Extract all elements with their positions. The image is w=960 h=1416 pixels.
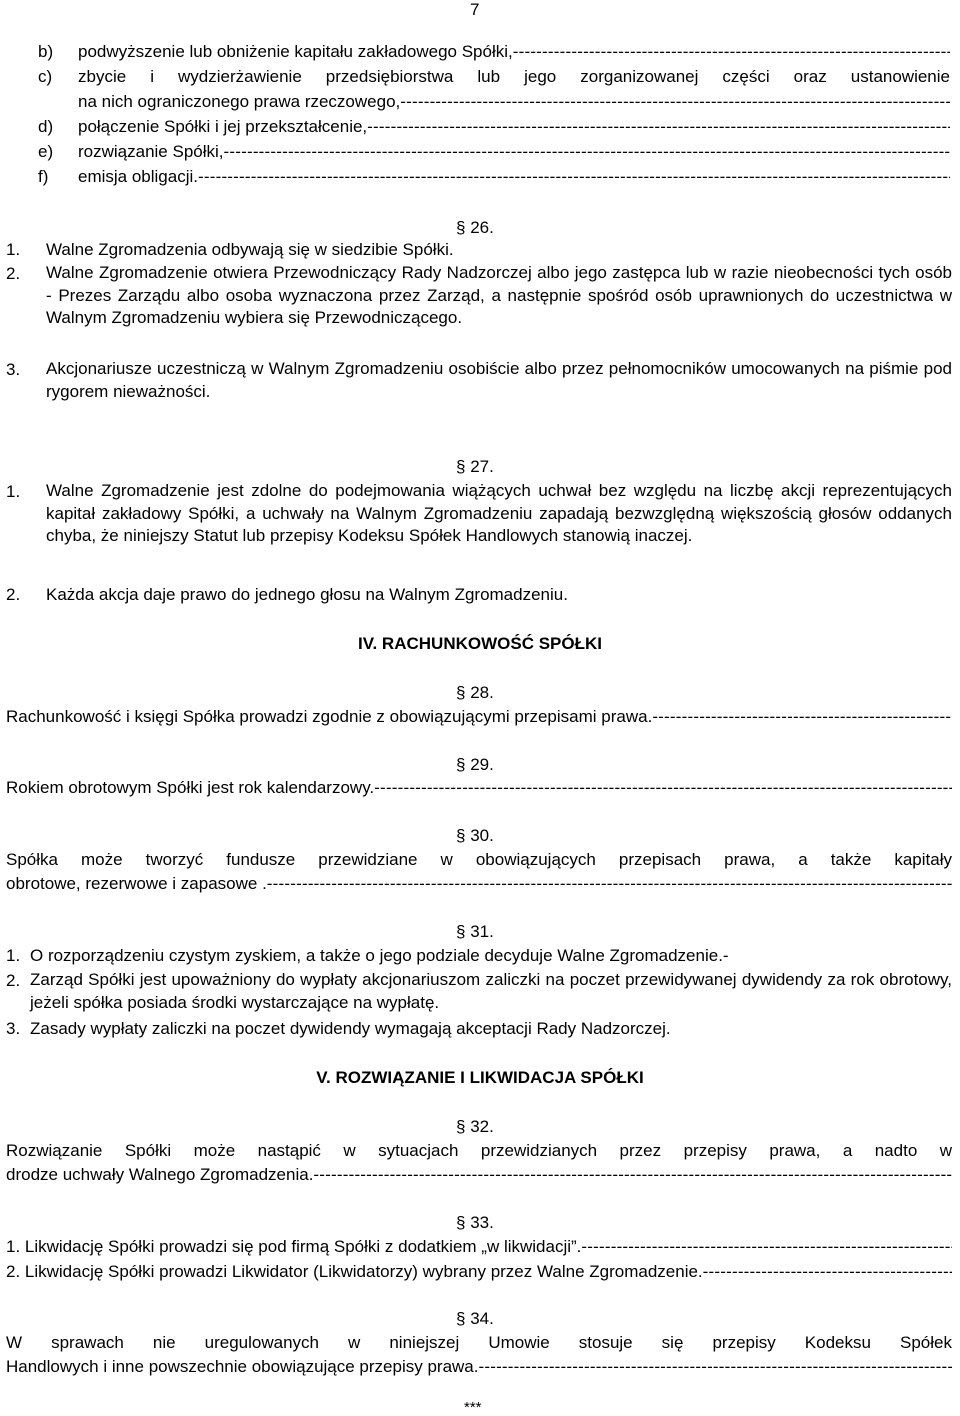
s27-p1-num: 1. [6,482,21,501]
list-label-f: f) [38,167,49,186]
section-30-heading [456,826,494,846]
s27-p1-text: Walne Zgromadzenie jest zdolne do podejmowania wiążących uchwał bez względu na liczbę akcji reprezentujących kapitał zakładowy Spółki, a uchwały na Walnym Zgromadzeniu zapadają bezwzględną większością głosów oddanych chyba, że niniejszy Statut lub przepisy Kodeksu Spółek Handlowych stanowią inaczej. [46,481,952,546]
s26-p3-num: 3. [6,360,21,379]
s27-p2-text: Każda akcja daje prawo do jednego głosu na Walnym Zgromadzeniu. [46,585,568,604]
s34-text-line1: W sprawach nie uregulowanych w niniejszej Umowie stosuje się przepisy Kodeksu Spółek [6,1333,952,1352]
dash-filler [374,778,952,798]
s26-p1-text: Walne Zgromadzenia odbywają się w siedzibie Spółki. [46,240,454,259]
s31-p3-text: Zasady wypłaty zaliczki na poczet dywidendy wymagają akceptacji Rady Nadzorczej. [30,1019,671,1038]
s31-p1-num: 1. [6,946,21,965]
section-symbol: § [456,1117,466,1136]
s26-p1-num: 1. [6,240,21,259]
section-number: 30. [470,826,494,845]
s27-p2-num: 2. [6,585,21,604]
section-33-heading [456,1213,494,1233]
list-item-c-line2: na nich ograniczonego prawa rzeczowego, ----- [78,92,950,114]
section-symbol: § [456,1309,466,1328]
dash-filler [313,1165,952,1185]
section-symbol: § [456,826,466,845]
dash-filler [478,1357,952,1377]
end-mark: *** [464,1399,482,1416]
chapter-heading-v: V. ROZWIĄZANIE I LIKWIDACJA SPÓŁKI [316,1068,644,1087]
list-item-d: połączenie Spółki i jej przekształcenie, ----- [78,117,950,139]
section-symbol: § [456,1213,466,1232]
section-symbol: § [456,457,466,476]
section-31-heading [456,922,494,942]
dash-filler [652,707,952,727]
s28-text: Rachunkowość i księgi Spółka prowadzi zgodnie z obowiązującymi przepisami prawa. ----- [6,707,952,729]
s32-text-line2: drodze uchwały Walnego Zgromadzenia. ----- [6,1165,952,1187]
section-symbol: § [456,755,466,774]
list-item-f: emisja obligacji. ----- [78,167,950,189]
page-number: 7 [470,0,480,19]
section-number: 32. [470,1117,494,1136]
chapter-heading-iv: IV. RACHUNKOWOŚĆ SPÓŁKI [357,634,602,653]
s26-p3-text: Akcjonariusze uczestniczą w Walnym Zgromadzeniu osobiście albo przez pełnomocników umocowanych na piśmie pod rygorem nieważności. [46,359,952,401]
section-symbol: § [456,218,466,237]
dash-filler [198,167,950,187]
dash-filler [367,117,950,137]
section-number: 28. [470,683,494,702]
list-label-e: e) [38,142,54,161]
s26-p2-text: Walne Zgromadzenie otwiera Przewodniczący Rady Nadzorczej albo jego zastępca lub w razie nieobecności tych osób - Prezes Zarządu albo osoba wyznaczona przez Zarząd, a następnie spośród osób uprawnionych do uczestnictwa w Walnym Zgromadzeniu wybiera się Przewodniczącego. [46,263,952,328]
dash-filler [703,1262,952,1282]
dash-filler [513,42,950,62]
section-27-heading [456,457,494,477]
s30-text-line2: obrotowe, rezerwowe i zapasowe . ----- [6,874,952,896]
s31-p2-text: Zarząd Spółki jest upoważniony do wypłaty akcjonariuszom zaliczki na poczet przewidywanej dywidendy za rok obrotowy, jeżeli spółka posiada środki wystarczające na wypłatę. [30,970,952,1012]
section-symbol: § [456,922,466,941]
section-number: 29. [470,755,494,774]
section-32-heading [456,1117,494,1137]
s33-p1: 1. Likwidację Spółki prowadzi się pod firmą Spółki z dodatkiem „w likwidacji”. ----- [6,1237,952,1259]
dash-filler [400,92,950,112]
section-26-heading [456,218,494,238]
list-label-c: c) [38,67,53,86]
dash-filler [224,142,950,162]
section-number: 26. [470,218,494,237]
s31-p2-num: 2. [6,971,21,990]
section-number: 33. [470,1213,494,1232]
list-label-d: d) [38,117,54,136]
dash-filler [581,1237,952,1257]
section-29-heading [456,755,494,775]
list-item-e: rozwiązanie Spółki, ----- [78,142,950,164]
list-item-b: podwyższenie lub obniżenie kapitału zakładowego Spółki, ----- [78,42,950,64]
s29-text: Rokiem obrotowym Spółki jest rok kalendarzowy. ----- [6,778,952,800]
s34-text-line2: Handlowych i inne powszechnie obowiązujące przepisy prawa. ----- [6,1357,952,1379]
section-28-heading [456,683,494,703]
s32-text-line1: Rozwiązanie Spółki może nastąpić w sytuacjach przewidzianych przez przepisy prawa, a nadto w [6,1141,952,1160]
section-number: 27. [470,457,494,476]
section-number: 34. [470,1309,494,1328]
s30-text-line1: Spółka może tworzyć fundusze przewidziane w obowiązujących przepisach prawa, a także kapitały [6,850,952,869]
list-item-c-line1: zbycie i wydzierżawienie przedsiębiorstwa lub jego zorganizowanej części oraz ustanowienie [78,67,950,86]
section-34-heading [456,1309,494,1329]
list-label-b: b) [38,42,54,61]
s33-p2: 2. Likwidację Spółki prowadzi Likwidator (Likwidatorzy) wybrany przez Walne Zgromadzenie. ----- [6,1262,952,1284]
s31-p3-num: 3. [6,1019,21,1038]
section-symbol: § [456,683,466,702]
s26-p2-num: 2. [6,264,21,283]
s31-p1-text: O rozporządzeniu czystym zyskiem, a także o jego podziale decyduje Walne Zgromadzenie.- [30,946,729,965]
section-number: 31. [470,922,494,941]
dash-filler [267,874,952,894]
